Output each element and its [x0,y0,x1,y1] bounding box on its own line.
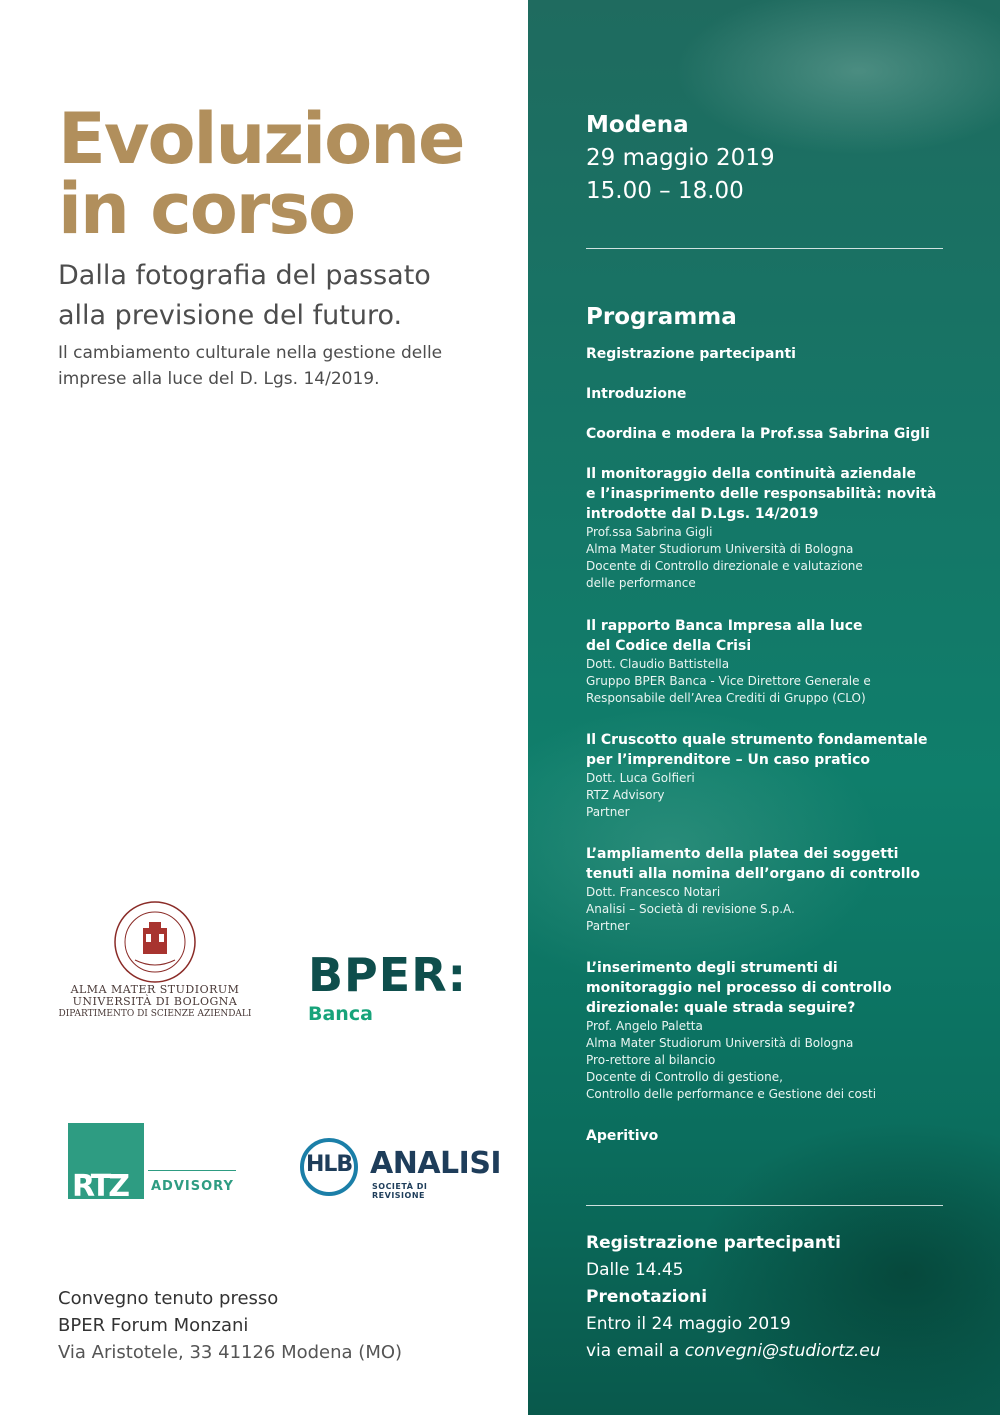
program-item-detail-line: Partner [586,805,630,819]
program-item-title [586,730,966,770]
registration-info [586,1230,966,1365]
program-item-title [586,464,966,524]
program-item-title-line: L’ampliamento della platea dei soggetti [586,846,899,862]
bper-logo-main: BPER: [308,948,468,1002]
registration-label: Registrazione partecipanti [586,1233,841,1253]
program-item-detail-line: delle performance [586,576,696,590]
program-item-detail-line: Docente di Controllo direzionale e valutazione [586,559,863,573]
title-line-1: Evoluzione [58,98,464,180]
program-item-details [586,770,966,821]
page-title [58,98,464,250]
program-item-title-line: direzionale: quale strada seguire? [586,1000,856,1016]
program-item-title-line: Registrazione partecipanti [586,346,796,362]
program-item-title [586,424,966,444]
right-panel [528,0,1000,1415]
divider-bottom [586,1205,943,1206]
program-item [586,1126,966,1156]
program-item-title-line: Il Cruscotto quale strumento fondamentale [586,732,928,748]
program-item [586,730,966,844]
booking-email-link[interactable]: convegni@studiortz.eu [684,1341,881,1361]
program-item-details [586,884,966,935]
program-item-detail-line: Prof.ssa Sabrina Gigli [586,525,713,539]
program-item-detail-line: Docente di Controllo di gestione, [586,1070,783,1084]
venue-line-2: BPER Forum Monzani [58,1315,249,1336]
program-item-detail-line: Pro-rettore al bilancio [586,1053,716,1067]
program-item-title-line: e l’inasprimento delle responsabilità: novità [586,486,937,502]
bper-logo [308,948,468,1026]
program-item-detail-line: Dott. Francesco Notari [586,885,721,899]
program-item-details [586,524,966,592]
hlb-logo-sub: SOCIETÀ DI REVISIONE [372,1182,428,1200]
program-item-detail-line: Dott. Luca Golfieri [586,771,695,785]
program-item [586,958,966,1126]
title-line-2: in corso [58,168,355,250]
program-item-title [586,958,966,1018]
program-item-title-line: tenuti alla nomina dell’organo di controllo [586,866,921,882]
program-item-details [586,656,966,707]
program-item-title-line: L’inserimento degli strumenti di [586,960,838,976]
program-item-title-line: Il rapporto Banca Impresa alla luce [586,618,863,634]
program-item-detail-line: Alma Mater Studiorum Università di Bologna [586,542,854,556]
rtz-logo-text: ADVISORY [151,1179,234,1194]
program-item-title-line: monitoraggio nel processo di controllo [586,980,892,996]
hlb-logo-mark: HLB [306,1152,353,1177]
program-item [586,384,966,424]
program-item-title-line: del Codice della Crisi [586,638,752,654]
program-item [586,616,966,730]
program-item-title-line: Coordina e modera la Prof.ssa Sabrina Gigli [586,426,930,442]
rtz-advisory-logo [68,1123,238,1204]
program-item-detail-line: Partner [586,919,630,933]
program-item-details [586,1018,966,1103]
hlb-logo-name: ANALISI [370,1146,502,1181]
program-item [586,344,966,384]
booking-label: Prenotazioni [586,1287,708,1307]
rtz-logo-mark: RTZ [72,1169,127,1204]
unibo-logo [55,900,255,1020]
program-item-title-line: Il monitoraggio della continuità aziendale [586,466,917,482]
venue-line-1: Convegno tenuto presso [58,1288,279,1309]
program-item [586,464,966,616]
booking-deadline: Entro il 24 maggio 2019 [586,1314,791,1334]
event-city: Modena [586,112,689,138]
program-item-detail-line: Prof. Angelo Paletta [586,1019,703,1033]
event-date: 29 maggio 2019 [586,145,775,171]
program-item-title-line: Introduzione [586,386,687,402]
booking-email-prefix: via email a [586,1341,685,1361]
rtz-logo-rule [148,1170,236,1171]
program-item-detail-line: Alma Mater Studiorum Università di Bologna [586,1036,854,1050]
program-list [586,344,966,1156]
program-item-title-line: Aperitivo [586,1128,659,1144]
program-item-detail-line: Controllo delle performance e Gestione dei costi [586,1087,877,1101]
program-item-detail-line: RTZ Advisory [586,788,665,802]
program-item [586,424,966,464]
event-time: 15.00 – 18.00 [586,178,744,204]
program-item-title [586,616,966,656]
unibo-line-2: UNIVERSITÀ DI BOLOGNA [72,995,238,1008]
unibo-department: DIPARTIMENTO DI SCIENZE AZIENDALI [58,1009,252,1019]
subtitle [58,256,431,336]
bper-logo-sub: Banca [308,1003,373,1025]
unibo-line-1: ALMA MATER STUDIORUM [70,983,240,996]
description-line-1: Il cambiamento culturale nella gestione delle [58,343,443,363]
program-item [586,844,966,958]
venue-info [58,1285,402,1366]
description-line-2: imprese alla luce del D. Lgs. 14/2019. [58,369,380,389]
divider-top [586,248,943,249]
program-item-title [586,844,966,884]
description [58,340,442,392]
program-item-detail-line: Analisi – Società di revisione S.p.A. [586,902,795,916]
program-item-title [586,384,966,404]
booking-email-line [586,1338,966,1365]
rtz-logo-box [68,1123,144,1204]
program-item-title-line: introdotte dal D.Lgs. 14/2019 [586,506,819,522]
program-item-title [586,344,966,364]
program-item-detail-line: Gruppo BPER Banca - Vice Direttore Generale e [586,674,871,688]
program-item-detail-line: Responsabile dell’Area Crediti di Gruppo (CLO) [586,691,866,705]
program-item-title [586,1126,966,1146]
subtitle-line-2: alla previsione del futuro. [58,300,403,331]
program-item-detail-line: Dott. Claudio Battistella [586,657,730,671]
venue-address: Via Aristotele, 33 41126 Modena (MO) [58,1342,403,1363]
program-item-title-line: per l’imprenditore – Un caso pratico [586,752,871,768]
hlb-analisi-logo [300,1138,502,1200]
subtitle-line-1: Dalla fotografia del passato [58,260,431,291]
registration-time: Dalle 14.45 [586,1260,684,1280]
unibo-seal-icon [113,900,197,984]
program-heading: Programma [586,304,737,330]
